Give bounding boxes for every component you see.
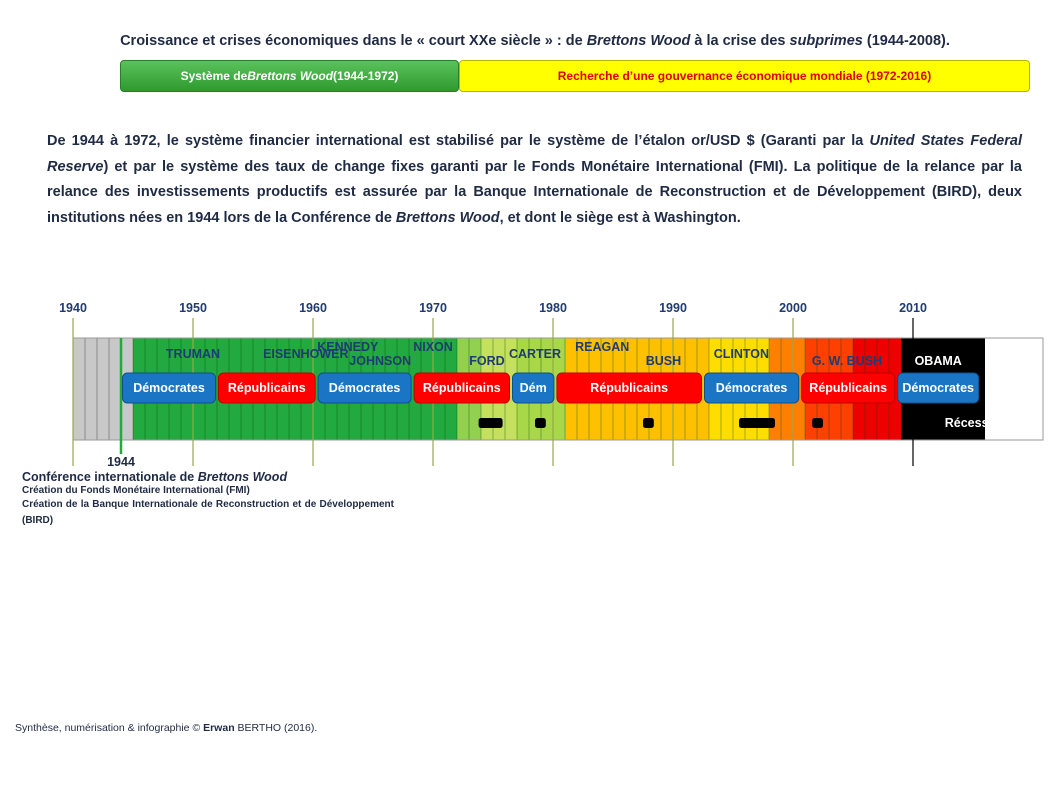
president-bush: BUSH xyxy=(645,354,682,368)
page-title: Croissance et crises économiques dans le « court XXe siècle » : de Brettons Wood à la crise des subprimes (1944-2008). xyxy=(120,33,950,49)
party-label-6: Démocrates xyxy=(715,381,788,395)
party-label-4: Dém xyxy=(519,381,547,395)
decade-label-1960: 1960 xyxy=(299,301,327,315)
recession-bar-0 xyxy=(479,418,503,428)
recession-bar-4 xyxy=(812,418,823,428)
recession-bar-3 xyxy=(739,418,775,428)
president-carter: CARTER xyxy=(508,347,562,361)
note-conference: Conférence internationale de Brettons Wood xyxy=(22,470,288,484)
president-nixon: NIXON xyxy=(413,340,453,354)
party-label-3: Républicains xyxy=(422,381,501,395)
party-label-7: Républicains xyxy=(809,381,888,395)
band-gouvernance: Recherche d’une gouvernance économique mondiale (1972-2016) xyxy=(459,60,1030,92)
president-johnson: JOHNSON xyxy=(349,354,412,368)
note-bird: Création de la Banque Internationale de Reconstruction et de Développement (BIRD) xyxy=(22,499,394,526)
marker-label: 1944 xyxy=(107,455,135,469)
party-boxes xyxy=(123,373,979,403)
intro-paragraph: De 1944 à 1972, le système financier international est stabilisé par le système de l’étalon or/USD $ (Garanti par la United States Federal Reserve) et par le système des taux de change fixes garanti par le Fonds Monétaire International (FMI). La politique de la relance par la relance des investissements productifs est assurée par la Banque Internationale de Reconstruction et de Développement (BIRD), deux institutions nées en 1944 lors de la Conférence de Brettons Wood, et dont le siège est à Washington. xyxy=(47,133,1022,226)
president-eisenhower: EISENHOWER xyxy=(263,347,349,361)
timeline-chart xyxy=(0,290,1054,470)
decade-label-1950: 1950 xyxy=(179,301,207,315)
decade-label-1970: 1970 xyxy=(419,301,447,315)
recession-bar-1 xyxy=(535,418,546,428)
decade-label-2010: 2010 xyxy=(899,301,927,315)
band-brettons-wood: Système de Brettons Wood (1944-1972) xyxy=(120,60,459,92)
party-label-8: Démocrates xyxy=(902,381,974,395)
president-clinton: CLINTON xyxy=(713,347,770,361)
note-fmi: Création du Fonds Monétaire International (FMI) xyxy=(22,485,250,496)
credit-line: Synthèse, numérisation & infographie © Erwan BERTHO (2016). xyxy=(15,722,318,734)
decade-label-1940: 1940 xyxy=(59,301,87,315)
president-reagan: REAGAN xyxy=(575,340,630,354)
president-ford: FORD xyxy=(469,354,505,368)
president-kennedy: KENNEDY xyxy=(317,340,379,354)
party-label-1: Républicains xyxy=(227,381,306,395)
recession-bar-2 xyxy=(643,418,654,428)
party-label-0: Démocrates xyxy=(133,381,205,395)
decade-label-1980: 1980 xyxy=(539,301,567,315)
president-g-w-bush: G. W. BUSH xyxy=(811,354,883,368)
recession-label: Récession xyxy=(944,416,1008,430)
decade-label-1990: 1990 xyxy=(659,301,687,315)
party-label-5: Républicains xyxy=(590,381,669,395)
president-truman: TRUMAN xyxy=(165,347,221,361)
party-label-2: Démocrates xyxy=(328,381,401,395)
decade-label-2000: 2000 xyxy=(779,301,807,315)
president-obama: OBAMA xyxy=(914,354,962,368)
bretton-woods-notes xyxy=(22,470,394,529)
